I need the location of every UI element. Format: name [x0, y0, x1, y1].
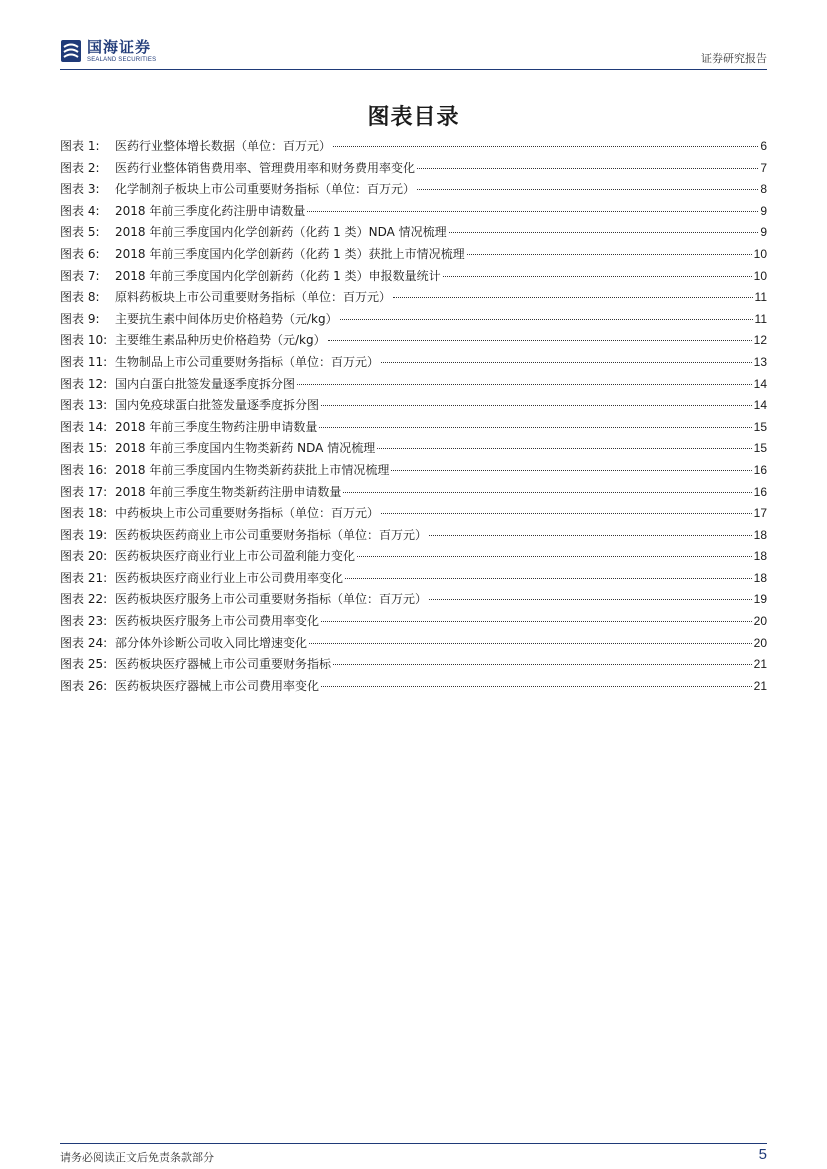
toc-entry-page: 16 [753, 484, 767, 499]
toc-entry-label: 图表 8: [60, 290, 100, 305]
toc-entry-title: 化学制剂子板块上市公司重要财务指标（单位：百万元） [115, 182, 416, 197]
toc-leader-dots [340, 319, 753, 320]
toc-entry-title: 主要抗生素中间体历史价格趋势（元/kg） [115, 311, 338, 326]
toc-entry-label: 图表 13: [60, 398, 108, 413]
toc-leader-dots [297, 384, 752, 385]
toc-entry-label: 图表 12: [60, 376, 108, 391]
toc-entry[interactable] [60, 439, 767, 461]
toc-entry-title: 医药板块医疗服务上市公司重要财务指标（单位：百万元） [115, 592, 428, 607]
toc-leader-dots [309, 643, 752, 644]
toc-entry-title: 医药板块医药商业上市公司重要财务指标（单位：百万元） [115, 527, 428, 542]
toc-leader-dots [333, 664, 752, 665]
footer-disclaimer: 请务必阅读正文后免责条款部分 [60, 1151, 214, 1164]
toc-leader-dots [429, 599, 752, 600]
toc-entry-label: 图表 19: [60, 527, 108, 542]
toc-entry-page: 15 [753, 441, 767, 456]
toc-entry[interactable] [60, 677, 767, 699]
toc-entry-page: 7 [760, 160, 767, 175]
toc-entry-label: 图表 24: [60, 635, 108, 650]
toc-leader-dots [443, 276, 752, 277]
toc-entry-page: 20 [753, 614, 767, 629]
toc-entry-label: 图表 20: [60, 549, 108, 564]
toc-entry-title: 医药行业整体增长数据（单位：百万元） [115, 139, 332, 153]
toc-entry-page: 15 [753, 419, 767, 434]
toc-entry-label: 图表 21: [60, 570, 108, 585]
toc-entry-title: 主要维生素品种历史价格趋势（元/kg） [115, 333, 326, 348]
page-title: 图表目录 [367, 105, 460, 130]
toc-entry[interactable] [60, 288, 767, 310]
toc-entry-page: 11 [754, 290, 767, 305]
toc-leader-dots [429, 535, 752, 536]
toc-entry[interactable] [60, 634, 767, 656]
toc-leader-dots [393, 297, 753, 298]
toc-leader-dots [319, 427, 751, 428]
toc-entry-title: 2018 年前三季度国内化学创新药（化药 1 类）NDA 情况梳理 [115, 225, 447, 240]
toc-entry[interactable] [60, 526, 767, 548]
toc-entry[interactable] [60, 483, 767, 505]
toc-entry[interactable] [60, 223, 767, 245]
toc-entry-page: 13 [753, 354, 767, 369]
toc-entry-title: 生物制品上市公司重要财务指标（单位：百万元） [115, 354, 380, 369]
toc-entry-page: 16 [753, 462, 767, 477]
toc-entry[interactable] [60, 655, 767, 677]
toc-entry-label: 图表 15: [60, 441, 108, 456]
toc-entry-title: 部分体外诊断公司收入同比增速变化 [115, 635, 308, 650]
toc-entry-title: 2018 年前三季度生物药注册申请数量 [115, 419, 318, 434]
toc-entry-title: 国内免疫球蛋白批签发量逐季度拆分图 [115, 398, 320, 413]
toc-entry-label: 图表 22: [60, 592, 108, 607]
toc-entry-page: 14 [753, 398, 767, 413]
toc-entry-label: 图表 6: [60, 246, 100, 261]
toc-entry-page: 6 [760, 139, 767, 153]
toc-entry-title: 医药板块医疗服务上市公司费用率变化 [115, 614, 320, 629]
toc-entry-label: 图表 10: [60, 333, 108, 348]
toc-entry-page: 18 [753, 570, 767, 585]
toc-entry-label: 图表 7: [60, 268, 100, 283]
toc-entry-title: 2018 年前三季度国内化学创新药（化药 1 类）获批上市情况梳理 [115, 246, 465, 261]
toc-entry[interactable] [60, 547, 767, 569]
toc-entry-title: 医药板块医疗商业行业上市公司费用率变化 [115, 570, 344, 585]
toc-entry-label: 图表 9: [60, 311, 100, 326]
toc-leader-dots [417, 168, 758, 169]
toc-entry-page: 10 [753, 268, 767, 283]
toc-entry[interactable] [60, 267, 767, 289]
company-logo [60, 36, 156, 66]
toc-entry[interactable] [60, 202, 767, 224]
toc-leader-dots [381, 513, 752, 514]
page-number: 5 [758, 1146, 767, 1163]
toc-entry-title: 医药行业整体销售费用率、管理费用率和财务费用率变化 [115, 160, 416, 175]
report-type-label: 证券研究报告 [701, 52, 767, 65]
toc-entry-label: 图表 2: [60, 160, 100, 175]
toc-entry-title: 2018 年前三季度化药注册申请数量 [115, 203, 306, 218]
sealand-logo-icon [60, 39, 82, 63]
toc-entry-label: 图表 18: [60, 506, 108, 521]
toc-entry-title: 国内白蛋白批签发量逐季度拆分图 [115, 376, 296, 391]
toc-entry[interactable] [60, 331, 767, 353]
toc-entry[interactable] [60, 418, 767, 440]
toc-leader-dots [321, 405, 752, 406]
toc-entry-page: 12 [753, 333, 767, 348]
toc-entry-page: 9 [760, 203, 767, 218]
toc-entry-label: 图表 17: [60, 484, 108, 499]
toc-entry-page: 8 [760, 182, 767, 197]
toc-entry-title: 2018 年前三季度国内生物类新药获批上市情况梳理 [115, 462, 390, 477]
toc-leader-dots [345, 578, 752, 579]
toc-entry[interactable] [60, 159, 767, 181]
toc-entry-page: 18 [753, 549, 767, 564]
toc-entry[interactable] [60, 396, 767, 418]
header-divider [60, 69, 767, 70]
toc-entry[interactable] [60, 569, 767, 591]
company-name-cn: 国海证券 [87, 37, 152, 56]
toc-entry[interactable] [60, 180, 767, 202]
toc-leader-dots [321, 686, 752, 687]
toc-entry-page: 10 [753, 246, 767, 261]
toc-entry-title: 原料药板块上市公司重要财务指标（单位：百万元） [115, 290, 392, 305]
toc-entry-title: 中药板块上市公司重要财务指标（单位：百万元） [115, 506, 380, 521]
toc-leader-dots [377, 448, 751, 449]
toc-entry-label: 图表 1: [60, 139, 100, 153]
toc-entry[interactable] [60, 353, 767, 375]
toc-leader-dots [417, 189, 758, 190]
toc-entry[interactable] [60, 310, 767, 332]
toc-entry-page: 20 [753, 635, 767, 650]
toc-leader-dots [321, 621, 752, 622]
toc-entry-label: 图表 16: [60, 462, 108, 477]
toc-entry[interactable] [60, 504, 767, 526]
toc-entry[interactable] [60, 137, 767, 159]
toc-entry-page: 11 [754, 311, 767, 326]
toc-entry[interactable] [60, 461, 767, 483]
toc-entry-title: 2018 年前三季度国内化学创新药（化药 1 类）申报数量统计 [115, 268, 441, 283]
toc-entry-label: 图表 25: [60, 657, 108, 672]
toc-entry-page: 14 [753, 376, 767, 391]
toc-leader-dots [343, 492, 751, 493]
toc-entry-title: 2018 年前三季度国内生物类新药 NDA 情况梳理 [115, 441, 376, 456]
toc-entry-label: 图表 4: [60, 203, 100, 218]
toc-entry-title: 医药板块医疗器械上市公司重要财务指标 [115, 657, 332, 672]
toc-leader-dots [307, 211, 758, 212]
toc-entry[interactable] [60, 245, 767, 267]
toc-leader-dots [357, 556, 752, 557]
table-of-figures [60, 137, 767, 698]
toc-entry-label: 图表 26: [60, 678, 108, 693]
toc-entry[interactable] [60, 590, 767, 612]
page-header [60, 36, 767, 70]
toc-leader-dots [381, 362, 752, 363]
toc-leader-dots [328, 340, 752, 341]
toc-entry[interactable] [60, 375, 767, 397]
toc-entry-label: 图表 11: [60, 354, 108, 369]
toc-entry-page: 19 [753, 592, 767, 607]
company-name-en: SEALAND SECURITIES [87, 56, 157, 63]
toc-leader-dots [467, 254, 752, 255]
toc-entry-label: 图表 5: [60, 225, 100, 240]
toc-entry-title: 2018 年前三季度生物类新药注册申请数量 [115, 484, 342, 499]
toc-entry[interactable] [60, 612, 767, 634]
toc-entry-page: 21 [753, 657, 767, 672]
toc-entry-page: 9 [760, 225, 767, 240]
toc-entry-page: 18 [753, 527, 767, 542]
toc-leader-dots [391, 470, 751, 471]
footer-divider [60, 1143, 767, 1144]
toc-entry-page: 21 [753, 678, 767, 693]
toc-entry-label: 图表 14: [60, 419, 108, 434]
toc-entry-title: 医药板块医疗商业行业上市公司盈利能力变化 [115, 549, 356, 564]
toc-leader-dots [333, 146, 758, 147]
toc-entry-label: 图表 23: [60, 614, 108, 629]
toc-entry-label: 图表 3: [60, 182, 100, 197]
toc-leader-dots [449, 232, 759, 233]
toc-entry-title: 医药板块医疗器械上市公司费用率变化 [115, 678, 320, 693]
toc-entry-page: 17 [753, 506, 767, 521]
